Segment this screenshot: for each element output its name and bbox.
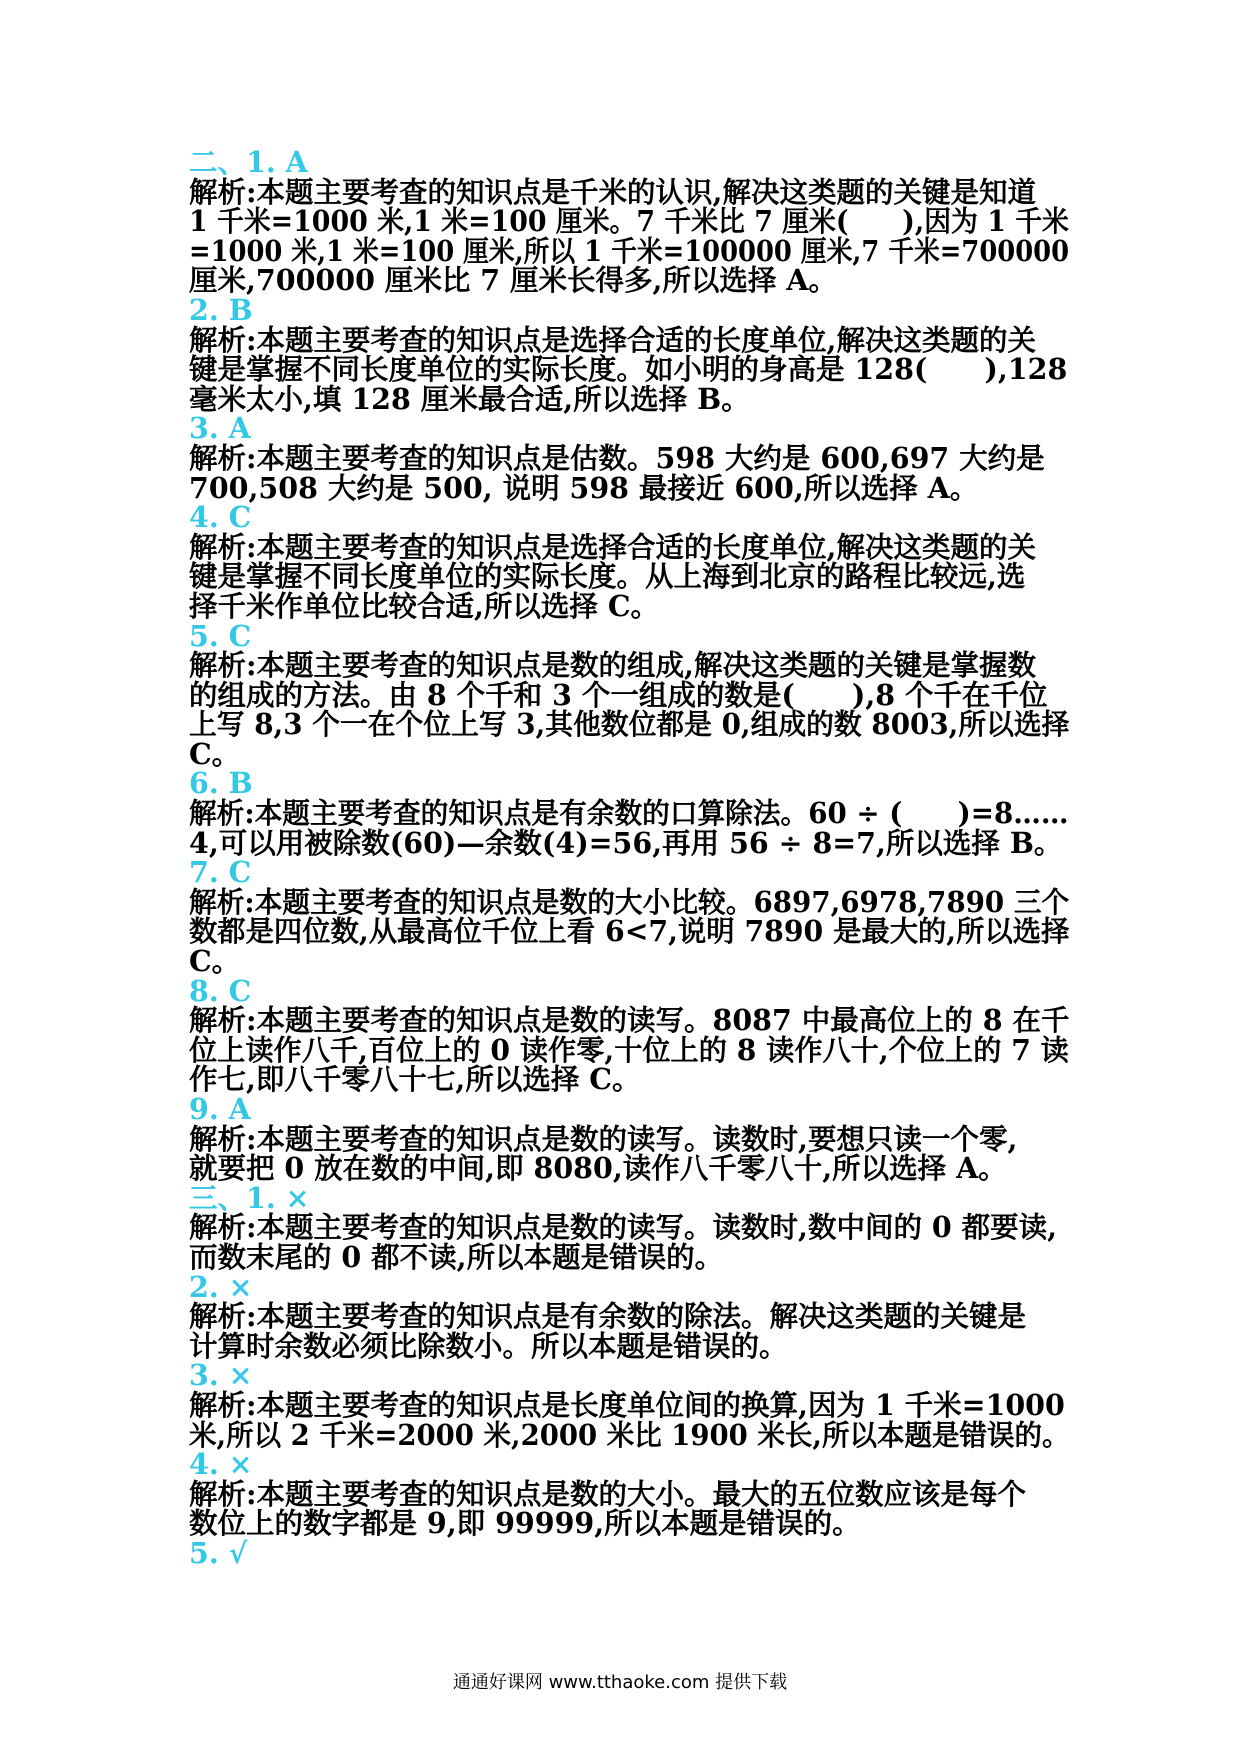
analysis-line: 择千米作单位比较合适,所以选择 C。 [189, 588, 660, 623]
answer-heading: 7. C [189, 855, 252, 890]
analysis-line: 解析:本题主要考查的知识点是数的读写。读数时,数中间的 0 都要读, [189, 1210, 1058, 1245]
analysis-line: 位上读作八千,百位上的 0 读作零,十位上的 8 读作八十,个位上的 7 读 [189, 1032, 1069, 1067]
analysis-line: 解析:本题主要考查的知识点是长度单位间的换算,因为 1 千米=1000 [189, 1387, 1065, 1422]
analysis-line: 解析:本题主要考查的知识点是数的读写。8087 中最高位上的 8 在千 [189, 1003, 1070, 1038]
answer-heading: 5. √ [189, 1535, 248, 1570]
analysis-line: 700,508 大约是 500, 说明 598 最接近 600,所以选择 A。 [189, 470, 979, 505]
answer-heading: 6. B [189, 766, 253, 801]
analysis-line: 解析:本题主要考查的知识点是千米的认识,解决这类题的关键是知道 [189, 174, 1036, 209]
analysis-line: 数都是四位数,从最高位千位上看 6<7,说明 7890 是最大的,所以选择 [189, 914, 1070, 949]
analysis-line: 解析:本题主要考查的知识点是选择合适的长度单位,解决这类题的关 [189, 322, 1036, 357]
analysis-line: 厘米,700000 厘米比 7 厘米长得多,所以选择 A。 [189, 263, 837, 298]
analysis-line: 而数末尾的 0 都不读,所以本题是错误的。 [189, 1239, 724, 1274]
answer-heading: 三、1. × [189, 1180, 310, 1215]
analysis-line: 米,所以 2 千米=2000 米,2000 米比 1900 米长,所以本题是错误的。 [189, 1417, 1070, 1452]
analysis-line: 解析:本题主要考查的知识点是数的大小。最大的五位数应该是每个 [189, 1476, 1027, 1511]
analysis-line: 的组成的方法。由 8 个千和 3 个一组成的数是( ),8 个千在千位 [189, 677, 1048, 712]
analysis-line: 解析:本题主要考查的知识点是有余数的口算除法。60 ÷ ( )=8…… [189, 796, 1069, 831]
answer-heading: 4. × [189, 1447, 253, 1482]
answer-heading: 5. C [189, 618, 252, 653]
analysis-line: =1000 米,1 米=100 厘米,所以 1 千米=100000 厘米,7 千米=700000 [189, 233, 1070, 268]
answer-heading: 2. × [189, 1269, 253, 1304]
answer-heading: 2. B [189, 292, 253, 327]
analysis-line: 解析:本题主要考查的知识点是数的组成,解决这类题的关键是掌握数 [189, 648, 1036, 683]
answer-heading: 9. A [189, 1092, 251, 1126]
analysis-line: 1 千米=1000 米,1 米=100 厘米。7 千米比 7 厘米( ),因为 1 千米 [189, 204, 1069, 239]
analysis-line: 数位上的数字都是 9,即 99999,所以本题是错误的。 [189, 1506, 861, 1541]
analysis-line: 毫米太小,填 128 厘米最合适,所以选择 B。 [189, 381, 750, 416]
answer-page [189, 145, 1070, 1570]
analysis-line: 键是掌握不同长度单位的实际长度。从上海到北京的路程比较远,选 [189, 559, 1026, 594]
analysis-line: 解析:本题主要考查的知识点是有余数的除法。解决这类题的关键是 [189, 1299, 1027, 1334]
analysis-line: 解析:本题主要考查的知识点是数的读写。读数时,要想只读一个零, [189, 1121, 1018, 1156]
answer-heading: 4. C [189, 500, 252, 535]
answer-heading: 二、1. A [189, 145, 308, 179]
analysis-line: 4,可以用被除数(60)—余数(4)=56,再用 56 ÷ 8=7,所以选择 B。 [189, 825, 1063, 860]
analysis-line: 解析:本题主要考查的知识点是估数。598 大约是 600,697 大约是 [189, 440, 1045, 475]
analysis-line: 作七,即八千零八十七,所以选择 C。 [189, 1062, 641, 1097]
analysis-line: 上写 8,3 个一在个位上写 3,其他数位都是 0,组成的数 8003,所以选择 [189, 707, 1070, 742]
analysis-line: 就要把 0 放在数的中间,即 8080,读作八千零八十,所以选择 A。 [189, 1151, 1007, 1186]
answer-heading: 3. × [189, 1358, 253, 1393]
analysis-line: 解析:本题主要考查的知识点是数的大小比较。6897,6978,7890 三个 [189, 884, 1070, 919]
analysis-line: 解析:本题主要考查的知识点是选择合适的长度单位,解决这类题的关 [189, 529, 1036, 564]
analysis-line: C。 [189, 736, 241, 771]
analysis-line: C。 [189, 944, 241, 979]
footer-text: 通通好课网 www.tthaoke.com 提供下载 [452, 1672, 788, 1693]
answer-heading: 3. A [189, 411, 251, 446]
analysis-line: 键是掌握不同长度单位的实际长度。如小明的身高是 128( ),128 [189, 352, 1068, 387]
analysis-line: 计算时余数必须比除数小。所以本题是错误的。 [189, 1328, 788, 1363]
answer-heading: 8. C [189, 973, 252, 1008]
